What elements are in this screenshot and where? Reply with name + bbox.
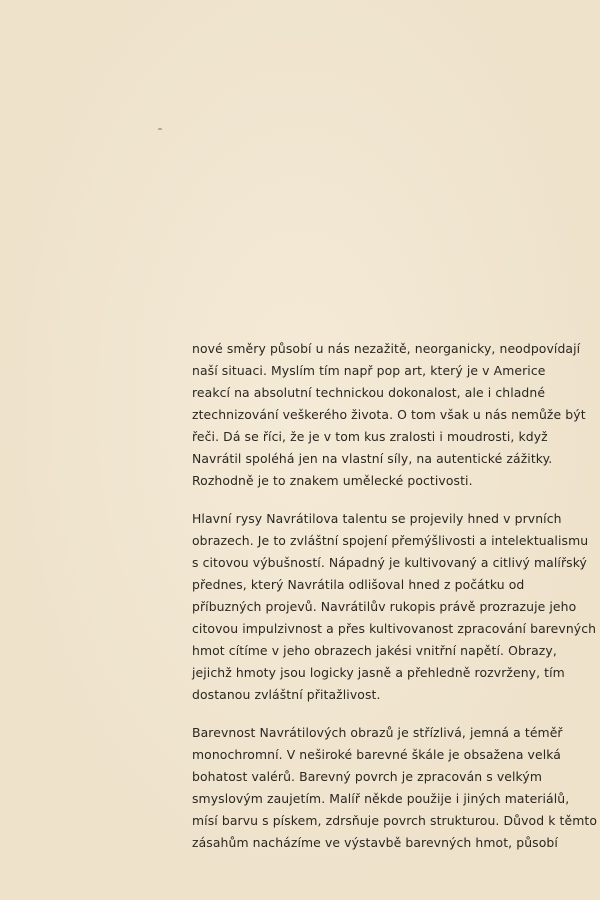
text-line: reakcí na absolutní technickou dokonalost, ale i chladné — [192, 385, 546, 400]
text-line: obrazech. Je to zvláštní spojení přemýšlivosti a intelektualismu — [192, 533, 589, 548]
text-line: mísí barvu s pískem, zdrsňuje povrch strukturou. Důvod k těmto — [192, 813, 598, 828]
text-line: ztechnizování veškerého života. O tom však u nás nemůže být — [192, 407, 586, 422]
text-line: nové směry působí u nás nezažitě, neorganicky, neodpovídají — [192, 341, 581, 356]
text-line: s citovou výbušností. Nápadný je kultivovaný a citlivý malířský — [192, 555, 587, 570]
text-line: Navrátil spoléhá jen na vlastní síly, na autentické zážitky. — [192, 451, 553, 466]
text-line: naší situaci. Myslím tím např pop art, který je v Americe — [192, 363, 546, 378]
text-line: jejichž hmoty jsou logicky jasně a přehledně rozvrženy, tím — [192, 665, 565, 680]
text-line: Barevnost Navrátilových obrazů je střízlivá, jemná a téměř — [192, 725, 563, 740]
text-line: přednes, který Navrátila odlišoval hned z počátku od — [192, 577, 525, 592]
text-line: Hlavní rysy Navrátilova talentu se projevily hned v prvních — [192, 511, 562, 526]
text-line: příbuzných projevů. Navrátilův rukopis právě prozrazuje jeho — [192, 599, 577, 614]
text-line: řeči. Dá se říci, že je v tom kus zralosti i moudrosti, když — [192, 429, 548, 444]
text-line: dostanou zvláštní přitažlivost. — [192, 687, 381, 702]
text-line: hmot cítíme v jeho obrazech jakési vnitřní napětí. Obrazy, — [192, 643, 557, 658]
paper-speck — [158, 128, 162, 130]
text-line: zásahům nacházíme ve výstavbě barevných hmot, působí — [192, 835, 558, 850]
text-line: bohatost valérů. Barevný povrch je zpracován s velkým — [192, 769, 542, 784]
paragraph-1 — [192, 338, 588, 492]
paragraph-2 — [192, 508, 597, 706]
text-line: Rozhodně je to znakem umělecké poctivosti. — [192, 473, 473, 488]
body-text — [192, 338, 598, 870]
text-line: smyslovým zaujetím. Malíř někde použije i jiných materiálů, — [192, 791, 570, 806]
text-line: monochromní. V neširoké barevné škále je obsažena velká — [192, 747, 562, 762]
paragraph-3 — [192, 722, 598, 854]
text-line: citovou impulzivnost a přes kultivovanost zpracování barevných — [192, 621, 597, 636]
